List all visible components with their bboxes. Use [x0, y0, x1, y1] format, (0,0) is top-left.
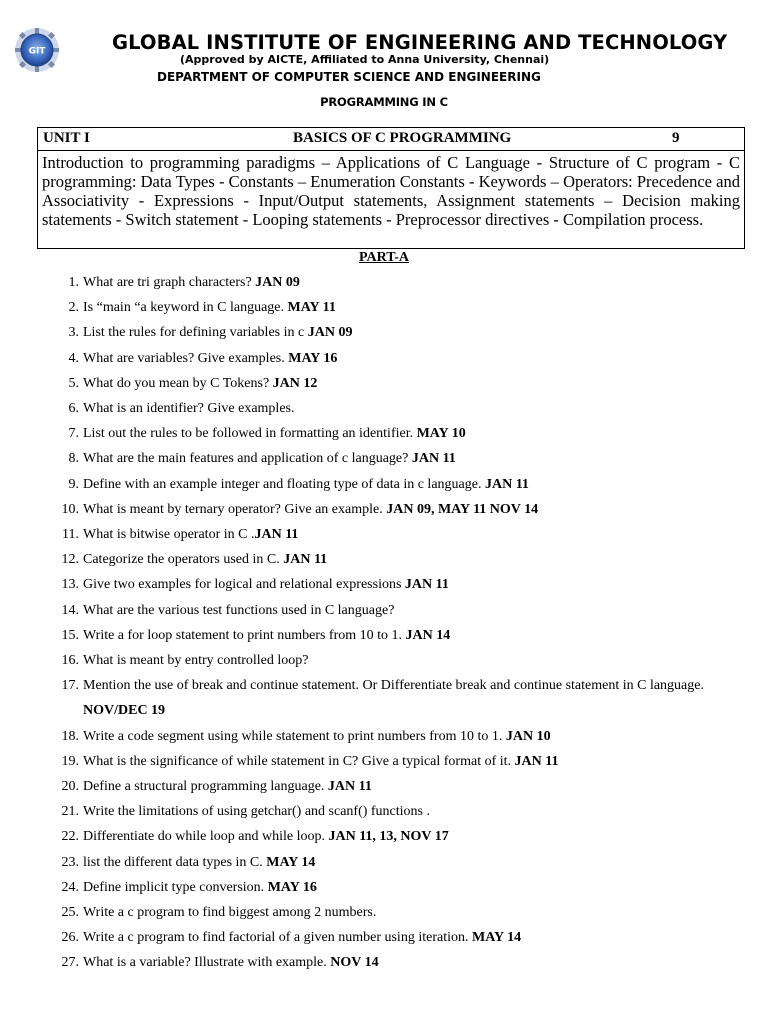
question-number: 4 .	[54, 346, 79, 371]
question-number: 12 .	[54, 547, 79, 572]
exam-session-tag: JAN 10	[505, 728, 551, 744]
question-item	[54, 598, 744, 623]
question-text: Write a c program to find biggest among 2 numbers.	[83, 905, 377, 921]
question-item	[54, 875, 744, 900]
institute-logo	[14, 27, 60, 73]
question-item	[54, 850, 744, 875]
question-item	[54, 648, 744, 673]
exam-session-tag: NOV 14	[330, 955, 379, 971]
question-text: What is meant by ternary operator? Give an example.	[83, 501, 387, 517]
question-item	[54, 623, 744, 648]
question-item	[54, 673, 744, 723]
unit-header-row	[38, 128, 744, 151]
question-item	[54, 572, 744, 597]
question-number: 25 .	[54, 900, 79, 925]
question-text: What do you mean by C Tokens?	[83, 375, 273, 391]
unit-label: UNIT I	[43, 130, 90, 146]
question-item	[54, 950, 744, 975]
unit-hours: 9	[672, 130, 680, 146]
question-number: 19 .	[54, 749, 79, 774]
question-text: List the rules for defining variables in c	[83, 325, 308, 341]
question-item	[54, 925, 744, 950]
question-list	[54, 270, 744, 976]
exam-session-tag: JAN 11	[327, 779, 372, 795]
exam-session-tag: MAY 14	[266, 854, 316, 870]
question-number: 13 .	[54, 572, 79, 597]
question-text: What is bitwise operator in C .	[83, 527, 255, 543]
institute-name: GLOBAL INSTITUTE OF ENGINEERING AND TECHNOLOGY	[112, 31, 728, 54]
question-number: 14 .	[54, 598, 79, 623]
question-number: 9 .	[54, 472, 79, 497]
question-item	[54, 270, 744, 295]
question-text: What is meant by entry controlled loop?	[83, 653, 309, 669]
question-number: 2 .	[54, 295, 79, 320]
question-text: Is “main “a keyword in C language.	[83, 300, 288, 316]
question-item	[54, 774, 744, 799]
question-number: 16 .	[54, 648, 79, 673]
exam-session-tag: JAN 11	[404, 577, 449, 593]
question-number: 15 .	[54, 623, 79, 648]
question-number: 24 .	[54, 875, 79, 900]
exam-session-tag: JAN 11	[283, 552, 328, 568]
exam-session-tag: JAN 11	[254, 527, 299, 543]
question-text: Categorize the operators used in C.	[83, 552, 284, 568]
question-text: Define implicit type conversion.	[83, 879, 268, 895]
department-name: DEPARTMENT OF COMPUTER SCIENCE AND ENGINEERING	[157, 70, 541, 84]
exam-session-tag: JAN 11	[514, 753, 559, 769]
question-item	[54, 371, 744, 396]
question-text: Write a c program to find factorial of a given number using iteration.	[83, 930, 472, 946]
question-number: 27 .	[54, 950, 79, 975]
question-text: Give two examples for logical and relational expressions	[83, 577, 405, 593]
question-item	[54, 396, 744, 421]
question-number: 21 .	[54, 799, 79, 824]
question-item	[54, 472, 744, 497]
question-item	[54, 724, 744, 749]
question-item	[54, 900, 744, 925]
exam-session-tag: JAN 11, 13, NOV 17	[328, 829, 449, 845]
unit-title: BASICS OF C PROGRAMMING	[293, 130, 512, 146]
question-item	[54, 295, 744, 320]
question-item	[54, 824, 744, 849]
question-text: What are the main features and application of c language?	[83, 451, 412, 467]
question-text: Write a for loop statement to print numbers from 10 to 1.	[83, 627, 406, 643]
unit-syllabus-box	[37, 127, 745, 249]
approval-line: (Approved by AICTE, Affiliated to Anna University, Chennai)	[180, 53, 550, 66]
question-item	[54, 446, 744, 471]
exam-session-tag: JAN 09, MAY 11 NOV 14	[386, 501, 539, 517]
exam-session-tag: MAY 14	[471, 930, 522, 946]
exam-session-tag: JAN 09	[307, 325, 353, 341]
question-text: Define with an example integer and floating type of data in c language.	[83, 476, 485, 492]
question-text: List out the rules to be followed in formatting an identifier.	[83, 426, 417, 442]
question-number: 7 .	[54, 421, 79, 446]
gear-logo-icon	[14, 27, 60, 73]
question-number: 17 .	[54, 673, 79, 698]
exam-session-tag: NOV/DEC 19	[83, 703, 166, 719]
question-item	[54, 547, 744, 572]
exam-session-tag: MAY 11	[287, 300, 336, 316]
exam-session-tag: JAN 11	[411, 451, 456, 467]
exam-session-tag: JAN 12	[272, 375, 318, 391]
question-number: 20 .	[54, 774, 79, 799]
question-item	[54, 421, 744, 446]
course-title: PROGRAMMING IN C	[320, 95, 448, 109]
exam-session-tag: JAN 09	[255, 275, 300, 290]
exam-session-tag: MAY 16	[267, 879, 317, 895]
question-text: Differentiate do while loop and while loop.	[83, 829, 329, 845]
question-text: What is an identifier? Give examples.	[83, 401, 295, 417]
question-item	[54, 320, 744, 345]
question-item	[54, 749, 744, 774]
unit-description: Introduction to programming paradigms – Applications of C Language - Structure of C program - C programming: Data Types - Constants – Enumeration Constants - Keywords – Operators: Precedence and Associativity - Expressions - Input/Output statements, Assignment statements – Decision making statements - Switch statement - Looping statements - Preprocessor directives - Compilation process.	[42, 153, 740, 229]
question-number: 8 .	[54, 446, 79, 471]
question-item	[54, 522, 744, 547]
exam-session-tag: MAY 10	[416, 426, 466, 442]
question-number: 18 .	[54, 724, 79, 749]
question-text: Write a code segment using while statement to print numbers from 10 to 1.	[83, 728, 506, 744]
question-text: What are the various test functions used in C language?	[83, 602, 395, 618]
part-title: PART-A	[358, 250, 410, 265]
question-item	[54, 346, 744, 371]
question-text: What is the significance of while statement in C? Give a typical format of it.	[83, 753, 515, 769]
exam-session-tag: JAN 14	[405, 627, 451, 643]
question-number: 22 .	[54, 824, 79, 849]
question-text: Define a structural programming language.	[83, 779, 328, 795]
question-item	[54, 497, 744, 522]
exam-session-tag: JAN 11	[484, 476, 529, 492]
question-item	[54, 799, 744, 824]
question-text: What are variables? Give examples.	[83, 350, 289, 366]
question-number: 6 .	[54, 396, 79, 421]
question-number: 1 .	[54, 270, 79, 295]
question-text: Mention the use of break and continue statement. Or Differentiate break and continue statement in C language.	[83, 678, 704, 694]
question-number: 26 .	[54, 925, 79, 950]
logo-text: GIT	[28, 46, 46, 57]
question-number: 3 .	[54, 320, 79, 345]
exam-session-tag: MAY 16	[288, 350, 338, 366]
question-number: 23 .	[54, 850, 79, 875]
question-number: 5 .	[54, 371, 79, 396]
question-number: 11 .	[54, 522, 79, 547]
question-text: What is a variable? Illustrate with example.	[83, 955, 331, 971]
question-number: 10 .	[54, 497, 79, 522]
question-text: list the different data types in C.	[83, 854, 267, 870]
question-text: Write the limitations of using getchar() and scanf() functions .	[83, 804, 430, 820]
question-text: What are tri graph characters?	[83, 275, 256, 290]
